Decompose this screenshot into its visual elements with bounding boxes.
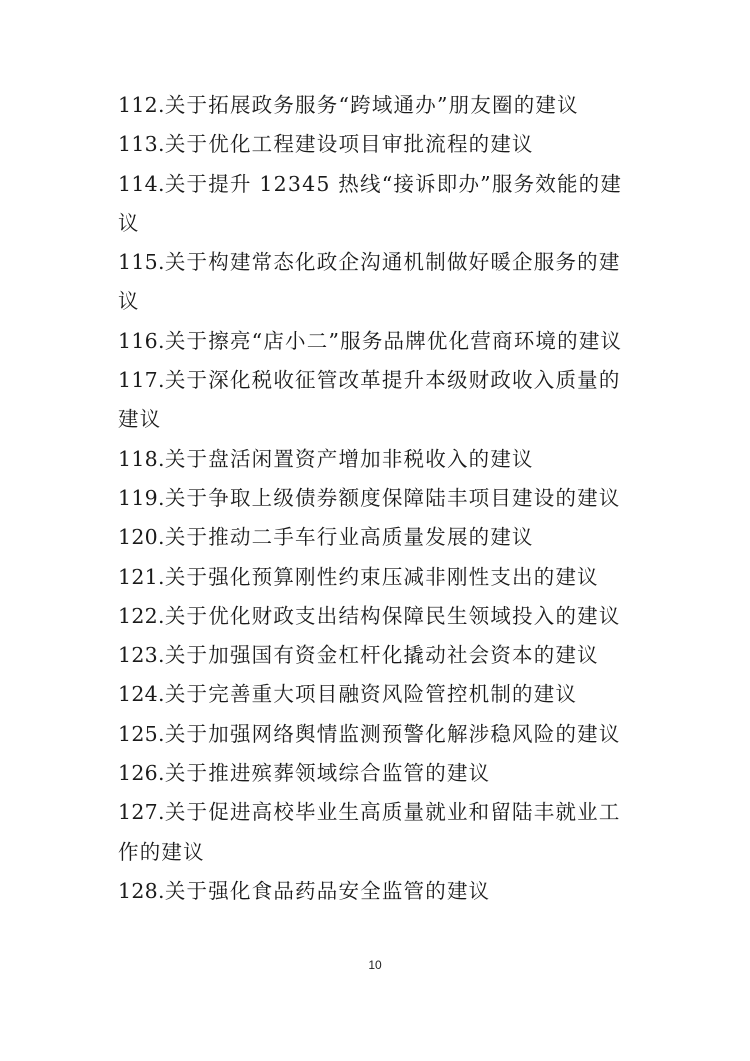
item-text: 关于争取上级债券额度保障陆丰项目建设的建议 <box>164 485 621 510</box>
item-text: 关于拓展政务服务“跨域通办”朋友圈的建议 <box>164 93 579 117</box>
item-text: 关于优化工程建设项目审批流程的建议 <box>164 132 534 157</box>
item-text: 关于加强国有资金杠杆化撬动社会资本的建议 <box>164 643 599 668</box>
list-item <box>118 715 638 754</box>
item-text: 关于擦亮“店小二”服务品牌优化营商环境的建议 <box>164 328 623 353</box>
list-item <box>118 518 638 557</box>
item-text: 关于促进高校毕业生高质量就业和留陆丰就业工作的建议 <box>118 800 621 864</box>
item-text: 关于推动二手车行业高质量发展的建议 <box>164 525 534 550</box>
item-number: 126. <box>118 761 165 786</box>
list-item <box>118 479 638 518</box>
list-item <box>118 793 638 872</box>
proposal-list <box>118 86 638 911</box>
item-number: 123. <box>118 643 165 668</box>
item-number: 117. <box>118 368 165 393</box>
item-number: 120. <box>118 525 165 550</box>
list-item <box>118 558 638 597</box>
item-text: 关于深化税收征管改革提升本级财政收入质量的建议 <box>118 368 621 432</box>
list-item <box>118 597 638 636</box>
item-number: 116. <box>118 328 165 353</box>
item-number: 114. <box>118 171 165 196</box>
item-number: 112. <box>118 93 165 117</box>
list-item <box>118 361 638 440</box>
item-text: 关于构建常态化政企沟通机制做好暖企服务的建议 <box>118 250 621 314</box>
item-text: 关于优化财政支出结构保障民生领域投入的建议 <box>164 603 621 628</box>
list-item <box>118 636 638 675</box>
item-number: 122. <box>118 603 165 628</box>
item-text: 关于盘活闲置资产增加非税收入的建议 <box>164 446 534 471</box>
item-number: 121. <box>118 564 165 589</box>
item-number: 125. <box>118 721 165 746</box>
list-item <box>118 754 638 793</box>
page-number: 10 <box>368 958 382 972</box>
item-number: 119. <box>118 485 165 510</box>
item-number: 127. <box>118 800 165 825</box>
item-number: 115. <box>118 250 165 275</box>
item-number: 113. <box>118 132 165 157</box>
list-item <box>118 675 638 714</box>
list-item <box>118 440 638 479</box>
item-number: 118. <box>118 446 165 471</box>
list-item <box>118 125 638 164</box>
item-number: 128. <box>118 878 165 903</box>
item-text: 关于提升 12345 热线“接诉即办”服务效能的建议 <box>118 171 623 235</box>
item-text: 关于完善重大项目融资风险管控机制的建议 <box>164 682 578 707</box>
item-text: 关于强化食品药品安全监管的建议 <box>164 878 491 903</box>
list-item <box>118 872 638 911</box>
item-number: 124. <box>118 682 165 707</box>
item-text: 关于推进殡葬领域综合监管的建议 <box>164 761 491 786</box>
item-text: 关于加强网络舆情监测预警化解涉稳风险的建议 <box>164 721 621 746</box>
list-item <box>118 322 638 361</box>
list-item <box>118 165 638 244</box>
item-text: 关于强化预算刚性约束压减非刚性支出的建议 <box>164 564 599 589</box>
list-item <box>118 86 638 125</box>
list-item <box>118 243 638 322</box>
